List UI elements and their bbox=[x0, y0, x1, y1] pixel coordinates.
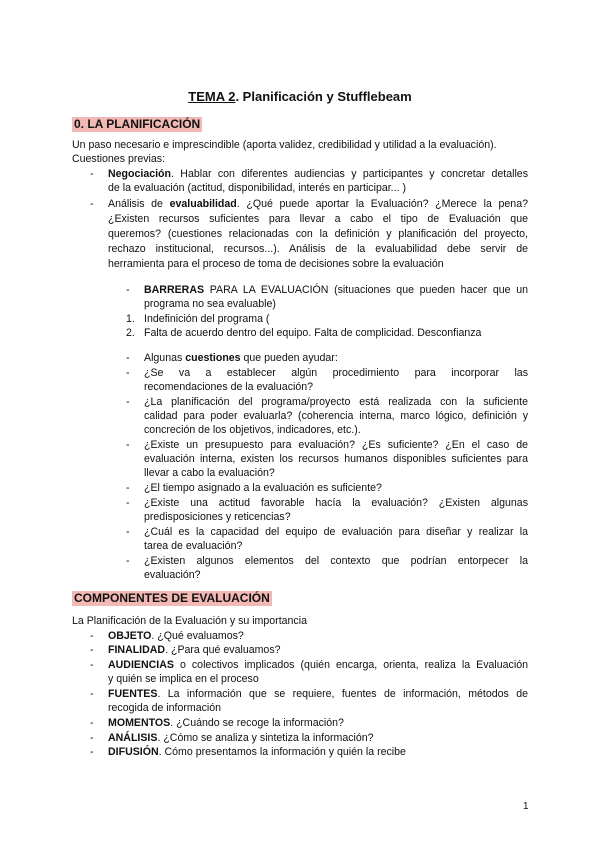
title-topic: TEMA 2 bbox=[188, 89, 236, 104]
question-1-line-1: ¿Se va a establecer algún procedimiento para incorporar las bbox=[144, 367, 528, 379]
bullet-dash: - bbox=[90, 688, 94, 700]
evaluabilidad-term: evaluabilidad bbox=[169, 198, 237, 210]
section-heading-planificacion: 0. LA PLANIFICACIÓN bbox=[74, 117, 201, 131]
question-3-line-3: llevar a cabo la evaluación? bbox=[144, 467, 275, 479]
question-3-line-1: ¿Existe un presupuesto para evaluación? ¿Es suficiente? ¿En el caso de bbox=[144, 439, 528, 451]
barreras-term: BARRERAS bbox=[144, 284, 205, 296]
bullet-dash: - bbox=[126, 526, 130, 538]
bullet-dash: - bbox=[90, 732, 94, 744]
bullet-dash: - bbox=[90, 168, 94, 180]
negociacion-term: Negociación bbox=[108, 168, 171, 180]
negociacion-line-2: de la evaluación (actitud, disponibilidad, interés en participar... ) bbox=[108, 182, 406, 194]
barrera-item-2: Falta de acuerdo dentro del equipo. Falta de complicidad. Desconfianza bbox=[144, 327, 482, 339]
component-objeto: OBJETO. ¿Qué evaluamos? bbox=[108, 630, 244, 642]
cuestiones-intro: Algunas cuestiones que pueden ayudar: bbox=[144, 352, 338, 364]
document-title bbox=[0, 89, 600, 105]
bullet-dash: - bbox=[126, 284, 130, 296]
component-difusion: DIFUSIÓN. Cómo presentamos la información y quién la recibe bbox=[108, 746, 406, 758]
question-7-line-1: ¿Existen algunos elementos del contexto que podrían entorpecer la bbox=[144, 555, 528, 567]
intro-line: Un paso necesario e imprescindible (aporta validez, credibilidad y utilidad a la evaluación). bbox=[72, 139, 497, 151]
component-audiencias-line-2: y quién se implica en el proceso bbox=[108, 673, 259, 685]
evaluabilidad-line-2: ¿Existen recursos suficientes para llevar a cabo el tipo de Evaluación que bbox=[108, 213, 528, 225]
bullet-dash: - bbox=[126, 497, 130, 509]
bullet-dash: - bbox=[126, 352, 130, 364]
title-rest: . Planificación y Stufflebeam bbox=[235, 89, 412, 104]
barrera-item-1: Indefinición del programa ( bbox=[144, 313, 270, 325]
cuestiones-term: cuestiones bbox=[185, 352, 241, 364]
question-2-line-3: concreción de los objetivos, indicadores, etc.). bbox=[144, 424, 361, 436]
componentes-intro: La Planificación de la Evaluación y su importancia bbox=[72, 615, 307, 627]
bullet-dash: - bbox=[126, 482, 130, 494]
evaluabilidad-line-1: Análisis de evaluabilidad. ¿Qué puede aportar la Evaluación? ¿Merece la pena? bbox=[108, 198, 528, 210]
evaluabilidad-line-5: herramienta para el proceso de toma de decisiones sobre la evaluación bbox=[108, 258, 444, 270]
component-momentos: MOMENTOS. ¿Cuándo se recoge la información? bbox=[108, 717, 344, 729]
question-6-line-2: tarea de evaluación? bbox=[144, 540, 243, 552]
bullet-dash: - bbox=[90, 659, 94, 671]
evaluabilidad-line-3: queremos? (cuestiones relacionadas con la definición y planificación del proyecto, bbox=[108, 228, 528, 240]
bullet-dash: - bbox=[90, 630, 94, 642]
question-5-line-2: predisposiciones y reticencias? bbox=[144, 511, 291, 523]
bullet-dash: - bbox=[90, 746, 94, 758]
component-audiencias-line-1: AUDIENCIAS o colectivos implicados (quién encarga, orienta, realiza la Evaluación bbox=[108, 659, 528, 671]
question-2-line-1: ¿La planificación del programa/proyecto está realizada con la suficiente bbox=[144, 396, 528, 408]
list-number: 1. bbox=[126, 313, 135, 325]
bullet-dash: - bbox=[90, 644, 94, 656]
question-7-line-2: evaluación? bbox=[144, 569, 201, 581]
bullet-dash: - bbox=[90, 198, 94, 210]
question-1-line-2: recomendaciones de la evaluación? bbox=[144, 381, 314, 393]
evaluabilidad-line-4: rechazo institucional, recursos...). Análisis de la evaluabilidad debe servir de bbox=[108, 243, 528, 255]
bullet-dash: - bbox=[126, 555, 130, 567]
section-heading-componentes: COMPONENTES DE EVALUACIÓN bbox=[74, 591, 270, 605]
page-number: 1 bbox=[523, 801, 529, 812]
question-4-line-1: ¿El tiempo asignado a la evaluación es suficiente? bbox=[144, 482, 382, 494]
question-2-line-2: calidad para poder evaluarla? (coherencia interna, marco lógico, definición y bbox=[144, 410, 528, 422]
bullet-dash: - bbox=[126, 396, 130, 408]
question-5-line-1: ¿Existe una actitud favorable hacía la evaluación? ¿Existen algunas bbox=[144, 497, 528, 509]
bullet-dash: - bbox=[90, 717, 94, 729]
component-finalidad: FINALIDAD. ¿Para qué evaluamos? bbox=[108, 644, 281, 656]
component-fuentes-line-2: recogida de información bbox=[108, 702, 222, 714]
component-analisis: ANÁLISIS. ¿Cómo se analiza y sintetiza la información? bbox=[108, 732, 374, 744]
intro-questions: Cuestiones previas: bbox=[72, 153, 166, 165]
component-fuentes-line-1: FUENTES. La información que se requiere, fuentes de información, métodos de bbox=[108, 688, 528, 700]
bullet-dash: - bbox=[126, 439, 130, 451]
negociacion-line-1: Negociación. Hablar con diferentes audiencias y participantes y concretar detalles bbox=[108, 168, 528, 180]
list-number: 2. bbox=[126, 327, 135, 339]
question-3-line-2: evaluación interna, existen los recursos humanos disponibles suficientes para bbox=[144, 453, 528, 465]
question-6-line-1: ¿Cuál es la capacidad del equipo de evaluación para diseñar y realizar la bbox=[144, 526, 528, 538]
bullet-dash: - bbox=[126, 367, 130, 379]
barreras-line-2: programa no sea evaluable) bbox=[144, 298, 276, 310]
barreras-line-1: BARRERAS PARA LA EVALUACIÓN (situaciones que pueden hacer que un bbox=[144, 284, 528, 296]
